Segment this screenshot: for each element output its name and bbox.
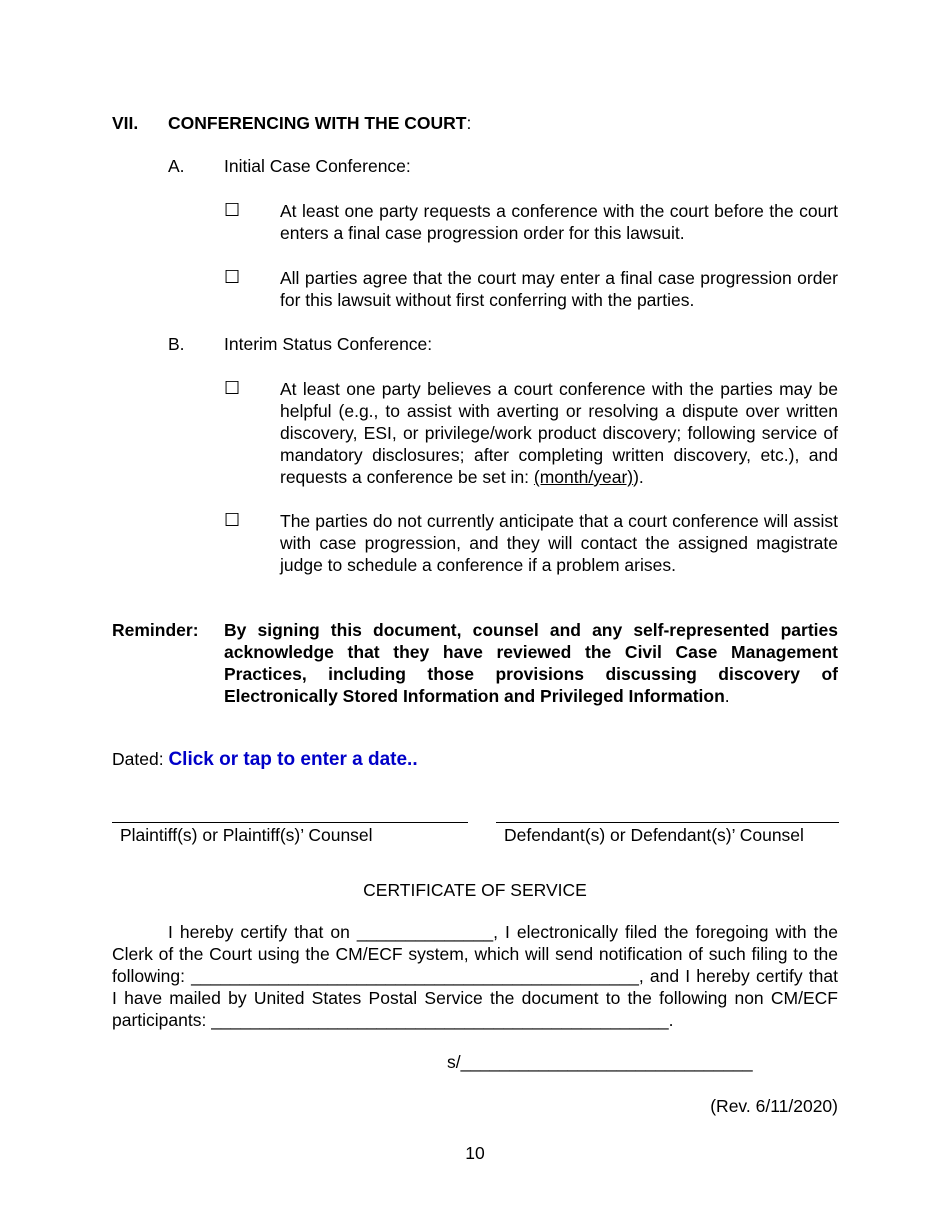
interim-option-1-text [280, 378, 838, 488]
certificate-text: I hereby certify that on ______________, I electronically filed the foregoing with the Clerk of the Court using the CM/ECF system, which will send notification of such filing to the following: ______________________________________________, and I hereby certify that I have mailed by United States Postal Service the document to the following non CM/ECF participants: _______________________________________________. [112, 922, 838, 1030]
reminder-text [224, 619, 838, 707]
initial-option-2-text: All parties agree that the court may enter a final case progression order for this lawsuit without first conferring with the parties. [280, 268, 838, 310]
dated-line [112, 748, 418, 771]
section-title-colon: : [466, 113, 472, 133]
interim-label: Interim Status Conference: [224, 334, 433, 354]
interim-option-2-text: The parties do not currently anticipate that a court conference will assist with case progression, and they will contact the assigned magistrate judge to schedule a conference if a problem arises. [280, 511, 838, 575]
defendant-signature-label: Defendant(s) or Defendant(s)’ Counsel [504, 825, 804, 845]
initial-option-2-checkbox[interactable]: ☐ [224, 267, 241, 288]
plaintiff-signature-line[interactable] [112, 822, 468, 823]
reminder-label: Reminder: [112, 620, 199, 640]
defendant-signature-line[interactable] [496, 822, 839, 823]
interim-letter: B. [168, 334, 185, 354]
section-title [168, 112, 471, 134]
initial-label: Initial Case Conference: [224, 156, 411, 176]
date-picker-control[interactable]: Click or tap to enter a date.. [168, 749, 418, 770]
month-year-field[interactable]: (month/year) [533, 467, 634, 487]
dated-label: Dated: [112, 749, 169, 769]
interim-option-1-text-after: ). [633, 467, 644, 487]
certificate-title: CERTIFICATE OF SERVICE [363, 880, 587, 900]
initial-option-1-checkbox[interactable]: ☐ [224, 200, 241, 221]
interim-option-1-text-before: At least one party believes a court conference with the parties may be helpful (e.g., to assist with averting or resolving a dispute over written discovery, ESI, or privilege/work product discovery; following service of mandatory disclosures; after completing written discovery, etc.), and requests a conference be set in: [280, 379, 838, 487]
page-number: 10 [465, 1143, 485, 1163]
section-number: VII. [112, 113, 139, 133]
section-title-text: CONFERENCING WITH THE COURT [168, 113, 467, 133]
certificate-signature[interactable]: s/______________________________ [447, 1052, 753, 1072]
interim-option-2-checkbox[interactable]: ☐ [224, 510, 241, 531]
revision-date: (Rev. 6/11/2020) [710, 1096, 838, 1116]
initial-option-1-text: At least one party requests a conference with the court before the court enters a final case progression order for this lawsuit. [280, 201, 838, 243]
initial-letter: A. [168, 156, 185, 176]
plaintiff-signature-label: Plaintiff(s) or Plaintiff(s)’ Counsel [120, 825, 373, 845]
interim-option-1-checkbox[interactable]: ☐ [224, 378, 241, 399]
reminder-period: . [724, 686, 730, 706]
reminder-bold-text: By signing this document, counsel and any self-represented parties acknowledge that they have reviewed the Civil Case Management Practices, including those provisions discussing discovery of Electronically Stored Information and Privileged Information [224, 620, 838, 706]
